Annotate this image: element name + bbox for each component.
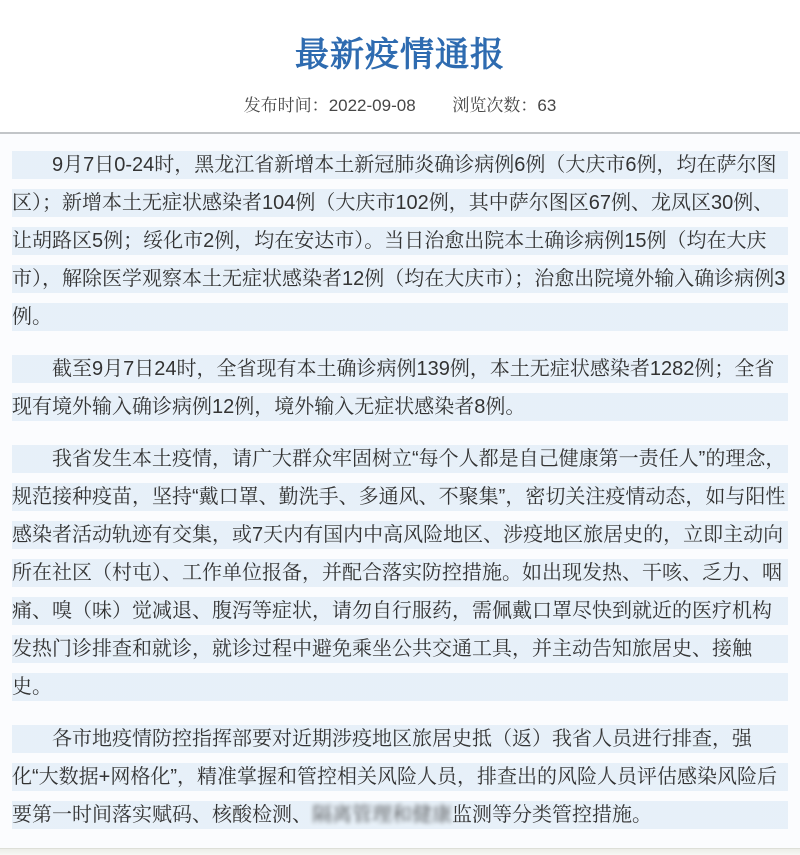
body-paragraph xyxy=(12,720,788,834)
page-title: 最新疫情通报 xyxy=(295,36,505,74)
article-body xyxy=(0,134,800,848)
view-count-value: 63 xyxy=(537,96,557,115)
body-paragraph: 我省发生本土疫情，请广大群众牢固树立“每个人都是自己健康第一责任人”的理念，规范接种疫苗，坚持“戴口罩、勤洗手、多通风、不聚集”，密切关注疫情动态，如与阳性感染者活动轨迹有交集，或7天内有国内中高风险地区、涉疫地区旅居史的，立即主动向所在社区（村屯）、工作单位报备，并配合落实防控措施。如出现发热、干咳、乏力、咽痛、嗅（味）觉减退、腹泻等症状，请勿自行服药，需佩戴口罩尽快到就近的医疗机构发热门诊排查和就诊，就诊过程中避免乘坐公共交通工具，并主动告知旅居史、接触史。 xyxy=(12,440,788,706)
publish-time-label: 发布时间： xyxy=(243,96,329,115)
blurred-text: 隔离管理和健康 xyxy=(312,804,452,826)
body-paragraph: 9月7日0-24时，黑龙江省新增本土新冠肺炎确诊病例6例（大庆市6例，均在萨尔图区）；新增本土无症状感染者104例（大庆市102例，其中萨尔图区67例、龙凤区30例、让胡路区5例；绥化市2例，均在安达市）。当日治愈出院本土确诊病例15例（均在大庆市），解除医学观察本土无症状感染者12例（均在大庆市）；治愈出院境外输入确诊病例3例。 xyxy=(12,146,788,336)
paragraph-segment: 各市地疫情防控指挥部要对近期涉疫地区旅居史抵（返）我省人员进行排查，强化“大数据+网格化”，精准掌握和管控相关风险人员，排查出的风险人员评估感染风险后要第一时间落实赋码、核酸检测、 xyxy=(12,728,777,826)
paragraph-segment: 监测等分类管控措施。 xyxy=(452,804,652,826)
article-header xyxy=(0,0,800,116)
body-paragraph: 截至9月7日24时，全省现有本土确诊病例139例，本土无症状感染者1282例；全省现有境外输入确诊病例12例，境外输入无症状感染者8例。 xyxy=(12,350,788,426)
publish-time xyxy=(244,96,416,115)
bottom-edge xyxy=(0,848,800,855)
view-count-label: 浏览次数： xyxy=(452,96,538,115)
article-meta xyxy=(0,91,800,116)
publish-time-value: 2022-09-08 xyxy=(328,96,416,115)
view-count xyxy=(452,96,556,115)
